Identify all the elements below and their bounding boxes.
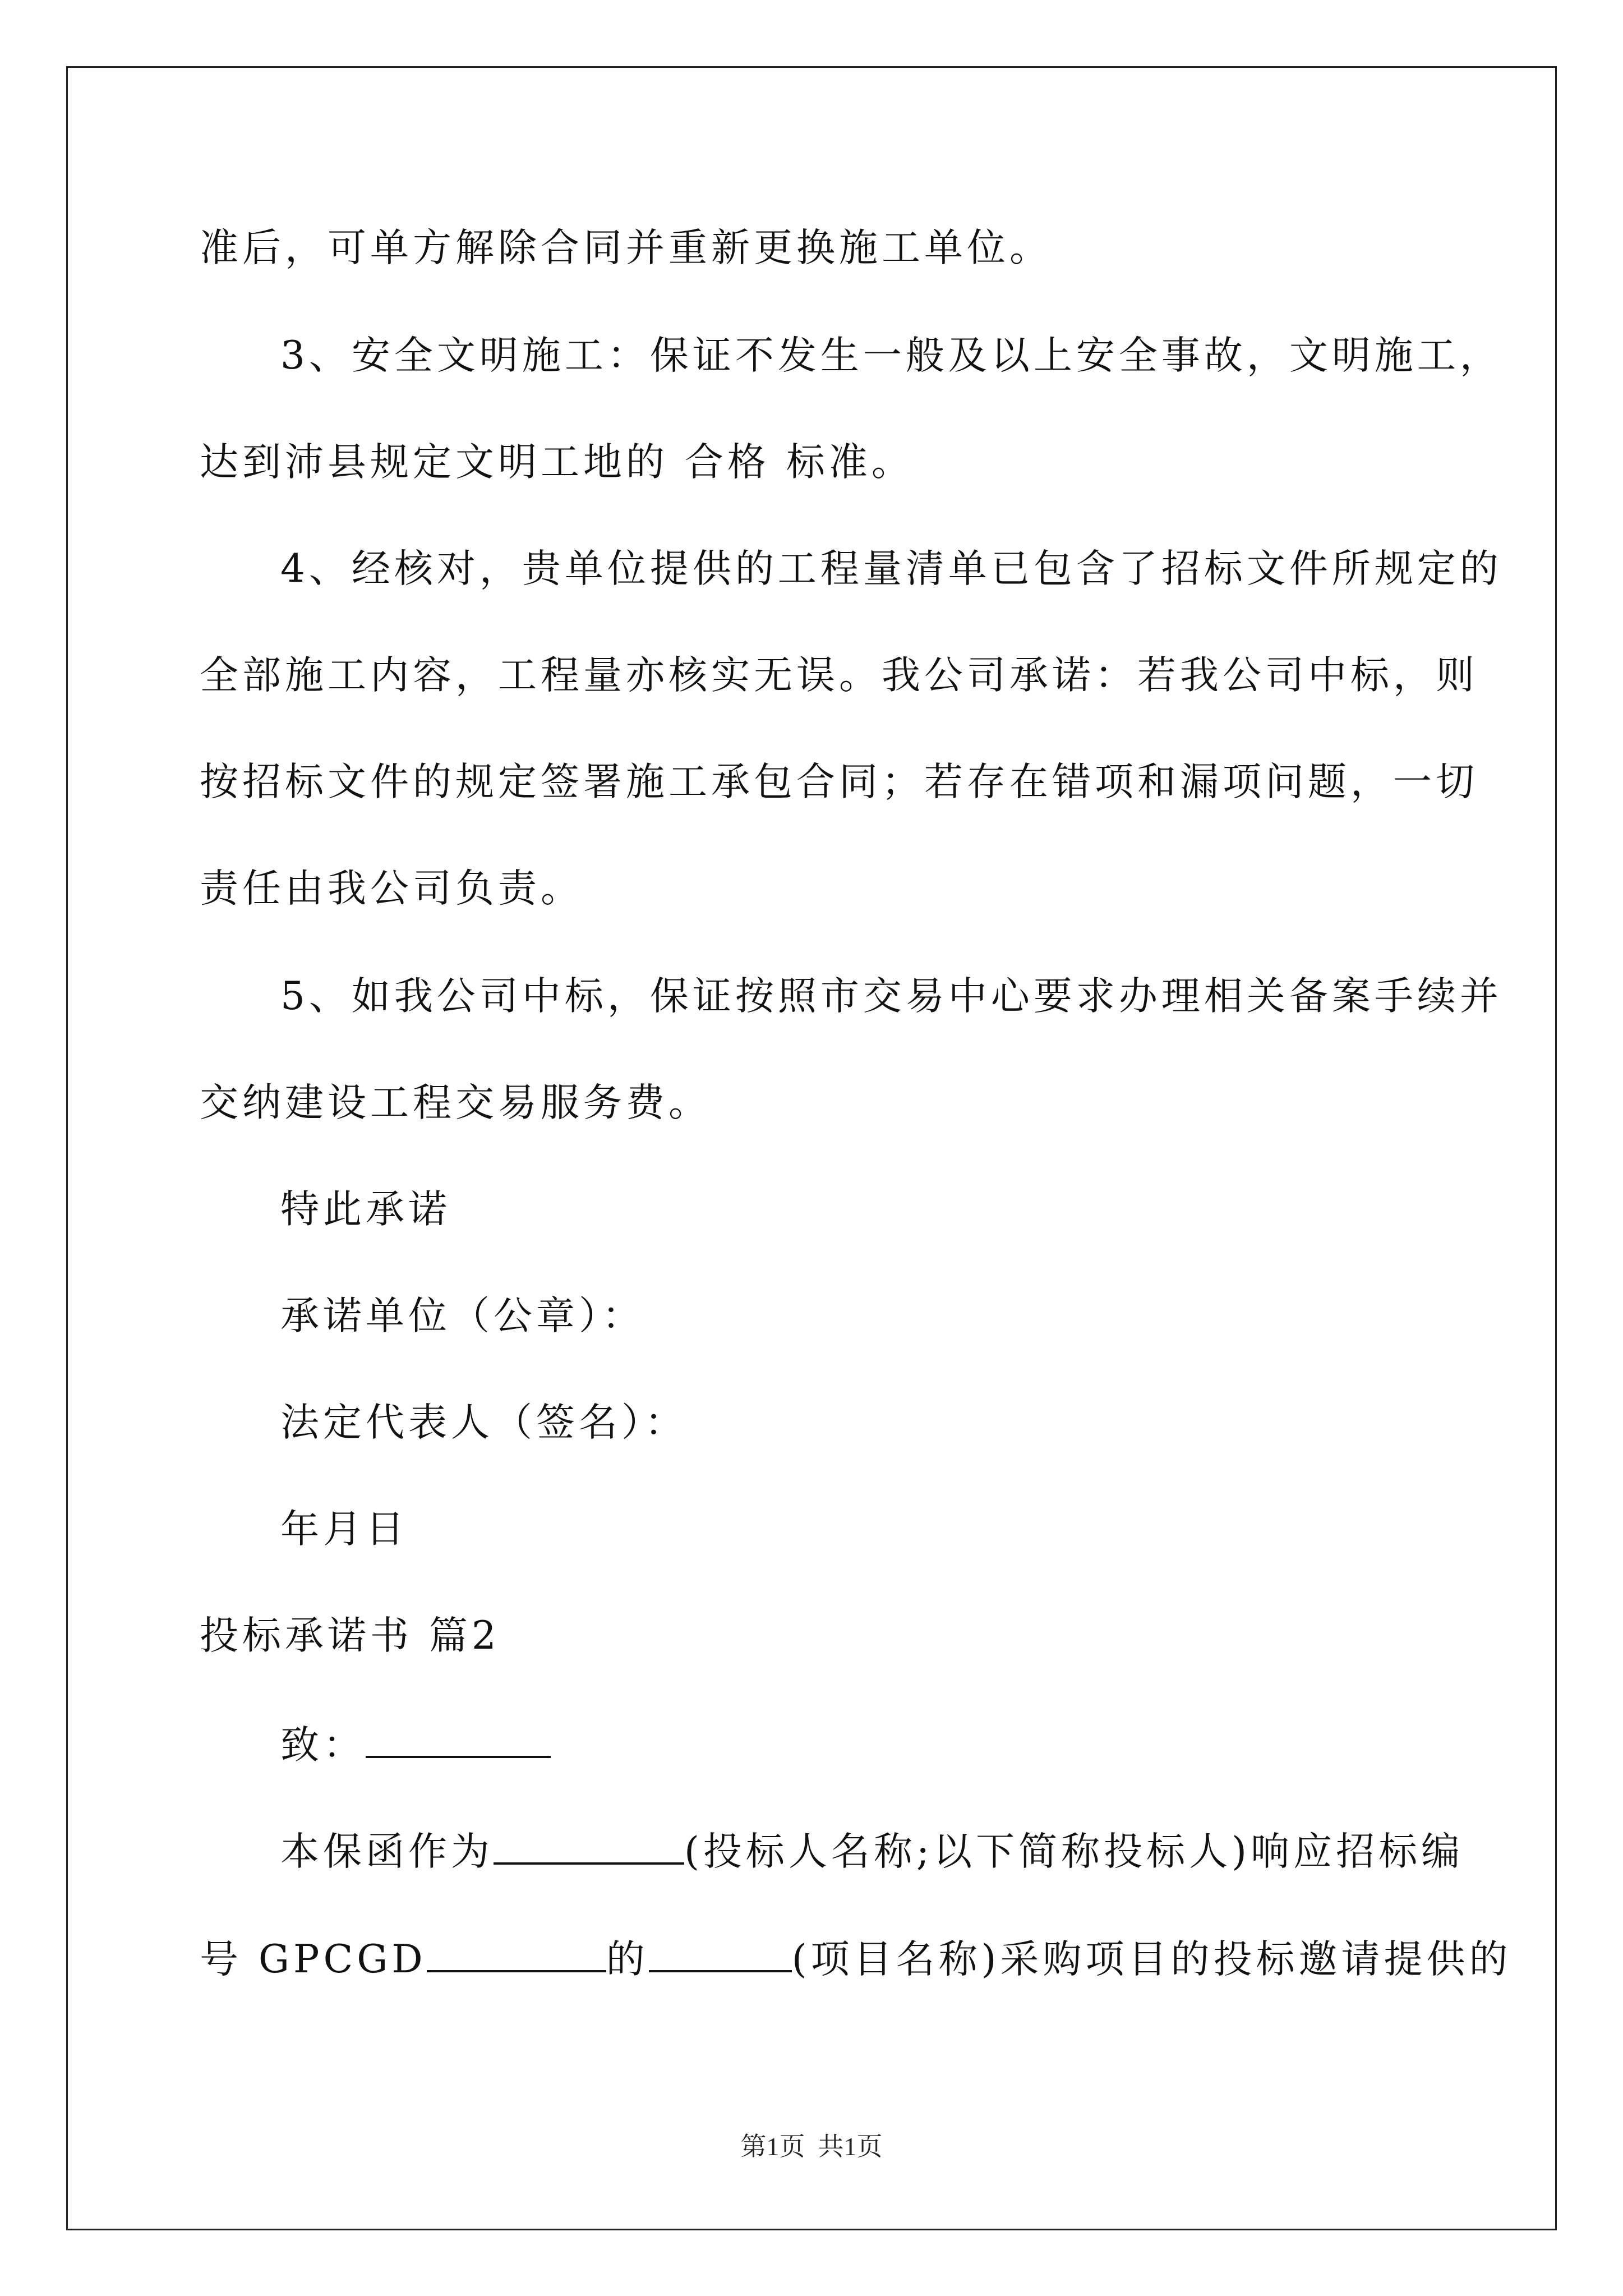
text-line: 特此承诺 bbox=[280, 1187, 451, 1232]
text-line: 交纳建设工程交易服务费。 bbox=[200, 1080, 711, 1125]
fill-in-blank bbox=[649, 1938, 792, 1972]
text-line: 准后，可单方解除合同并重新更换施工单位。 bbox=[200, 226, 1052, 270]
text-line: 5、如我公司中标，保证按照市交易中心要求办理相关备案手续并 bbox=[280, 974, 1502, 1019]
page-border bbox=[66, 66, 1557, 2230]
fill-in-blank bbox=[494, 1830, 684, 1865]
addressee-label: 致： bbox=[280, 1723, 366, 1768]
page-footer: 第1页 共1页 bbox=[740, 2132, 883, 2161]
addressee-line bbox=[280, 1723, 551, 1768]
text-line: 达到沛县规定文明工地的 合格 标准。 bbox=[200, 440, 914, 485]
fill-in-blank bbox=[427, 1938, 606, 1972]
guarantee-text: (投标人名称;以下简称投标人)响应招标编 bbox=[684, 1829, 1464, 1874]
text-line: 全部施工内容，工程量亦核实无误。我公司承诺：若我公司中标，则 bbox=[200, 653, 1478, 698]
fill-in-blank bbox=[366, 1723, 551, 1758]
guarantee-text: 本保函作为 bbox=[280, 1829, 494, 1874]
guarantee-text: 的 bbox=[606, 1937, 649, 1982]
guarantee-line bbox=[200, 1937, 1512, 1982]
text-line: 承诺单位（公章）： bbox=[280, 1294, 645, 1338]
text-line: 年月日 bbox=[280, 1507, 408, 1552]
guarantee-text: 号 GPCGD bbox=[200, 1937, 427, 1982]
text-line: 责任由我公司负责。 bbox=[200, 866, 583, 911]
text-line: 按招标文件的规定签署施工承包合同；若存在错项和漏项问题，一切 bbox=[200, 760, 1478, 804]
text-line: 法定代表人（签名）： bbox=[280, 1400, 688, 1445]
guarantee-line bbox=[280, 1829, 1464, 1874]
guarantee-text: (项目名称)采购项目的投标邀请提供的 bbox=[791, 1937, 1512, 1982]
section-heading: 投标承诺书 篇2 bbox=[200, 1613, 500, 1658]
text-line: 4、经核对，贵单位提供的工程量清单已包含了招标文件所规定的 bbox=[280, 546, 1502, 591]
text-line: 3、安全文明施工：保证不发生一般及以上安全事故，文明施工， bbox=[280, 333, 1502, 378]
